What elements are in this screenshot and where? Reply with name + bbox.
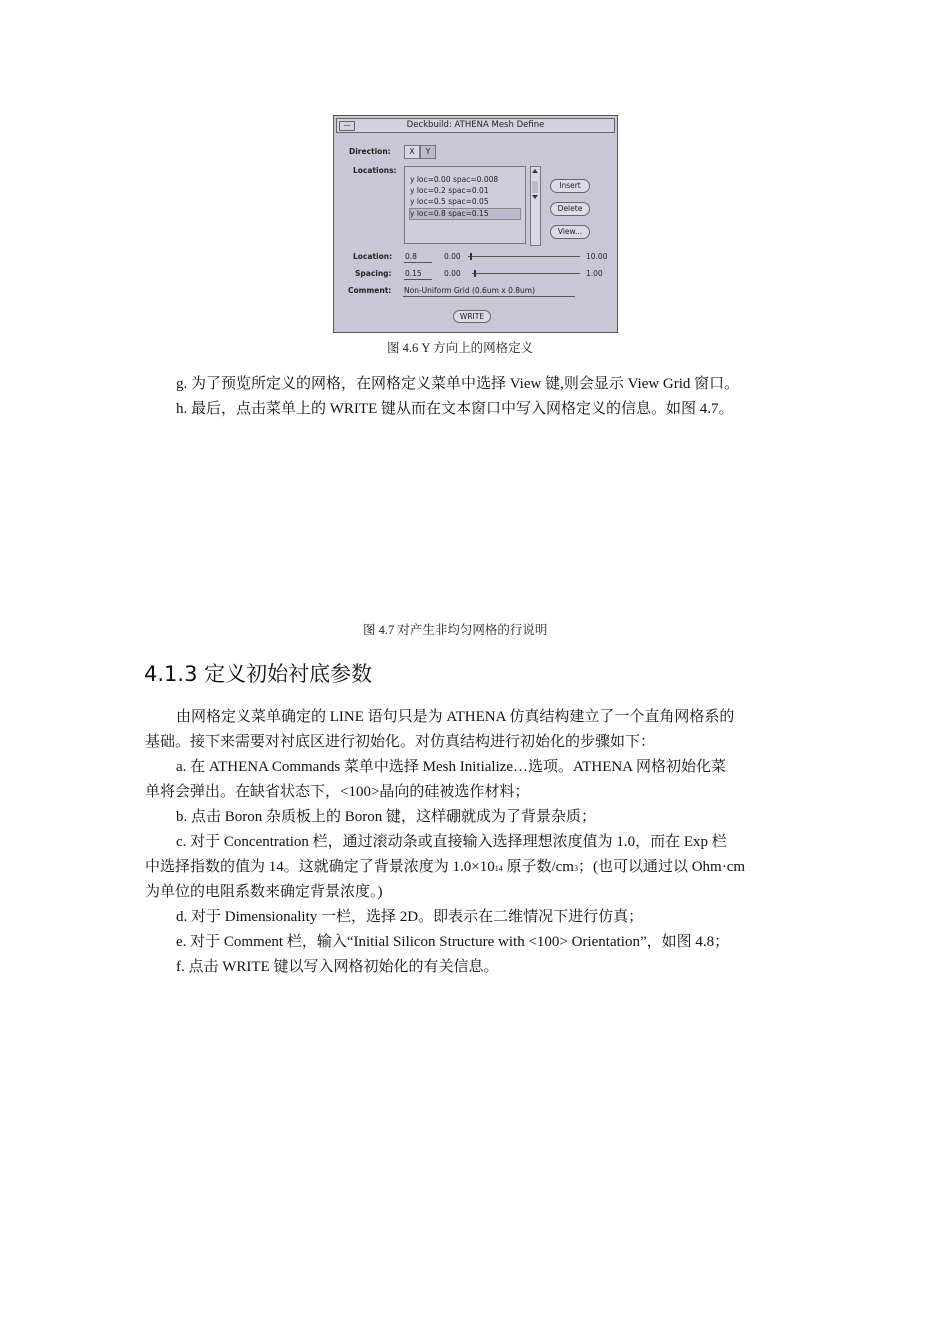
intro-line-2: 基础。接下来需要对衬底区进行初始化。对仿真结构进行初始化的步骤如下： — [145, 734, 656, 750]
figure-4-7-caption: 图 4.7 对产生非均匀网格的行说明 — [363, 623, 548, 637]
dialog-title: Deckbuild: ATHENA Mesh Define — [406, 120, 545, 130]
section-heading: 4.1.3 定义初始衬底参数 — [144, 662, 373, 686]
exponent-14: 14 — [494, 864, 503, 873]
spacing-slider[interactable] — [472, 273, 580, 274]
step-c-line-1: c. 对于 Concentration 栏，通过滚动条或直接输入选择理想浓度值为 1.0，而在 Exp 栏 — [176, 834, 727, 850]
step-c-line-3: 为单位的电阻系数来确定背景浓度。) — [145, 884, 383, 900]
step-f: f. 点击 WRITE 键以写入网格初始化的有关信息。 — [176, 959, 499, 975]
location-value[interactable]: 0.8 — [405, 252, 417, 261]
list-item[interactable]: y loc=0.2 spac=0.01 — [410, 186, 489, 195]
view-button[interactable]: View... — [550, 225, 590, 239]
spacing-slider-knob[interactable] — [474, 270, 476, 277]
list-item-selected[interactable]: y loc=0.8 spac=0.15 — [409, 208, 521, 220]
comment-label: Comment: — [348, 286, 392, 295]
step-e: e. 对于 Comment 栏，输入“Initial Silicon Structure with <100> Orientation”，如图 4.8； — [176, 934, 730, 950]
dialog-titlebar — [336, 118, 615, 133]
figure-4-6-caption: 图 4.6 Y 方向上的网格定义 — [387, 341, 534, 355]
location-field-underline — [404, 262, 432, 263]
location-max: 10.00 — [586, 252, 608, 261]
spacing-value[interactable]: 0.15 — [405, 269, 422, 278]
spacing-min: 0.00 — [444, 269, 461, 278]
para-h: h. 最后，点击菜单上的 WRITE 键从而在文本窗口中写入网格定义的信息。如图 4.7。 — [176, 401, 734, 417]
list-scrollbar[interactable] — [530, 166, 541, 246]
spacing-label: Spacing: — [355, 269, 392, 278]
step-c-line-2 — [145, 855, 809, 881]
write-button[interactable]: WRITE — [453, 310, 491, 323]
spacing-field-underline — [404, 279, 432, 280]
scroll-up-arrow-icon[interactable] — [532, 169, 538, 173]
locations-list[interactable] — [404, 166, 526, 244]
step-c-text-c: 原子数/cm — [502, 859, 574, 875]
scroll-down-arrow-icon[interactable] — [532, 195, 538, 199]
location-label: Location: — [353, 252, 393, 261]
step-b: b. 点击 Boron 杂质板上的 Boron 键，这样硼就成为了背景杂质； — [176, 809, 597, 825]
comment-field-underline — [403, 296, 575, 297]
step-c-text-a: 中选择指数的值为 14。这就确定了背景浓度为 1.0×10 — [145, 859, 495, 875]
list-item[interactable]: y loc=0.00 spac=0.008 — [410, 175, 499, 184]
para-g: g. 为了预览所定义的网格，在网格定义菜单中选择 View 键,则会显示 View Grid 窗口。 — [176, 376, 740, 392]
location-slider-knob[interactable] — [470, 253, 472, 260]
scroll-thumb[interactable] — [532, 181, 538, 193]
exponent-3: 3 — [573, 864, 578, 873]
window-menu-button[interactable]: — — [339, 121, 355, 131]
direction-x-button[interactable]: X — [404, 145, 420, 159]
list-item[interactable]: y loc=0.5 spac=0.05 — [410, 197, 489, 206]
delete-button[interactable]: Delete — [550, 202, 590, 216]
step-c-text-e: ；(也可以通过以 Ohm·cm — [577, 859, 746, 875]
insert-button[interactable]: Insert — [550, 179, 590, 193]
location-min: 0.00 — [444, 252, 461, 261]
intro-line-1: 由网格定义菜单确定的 LINE 语句只是为 ATHENA 仿真结构建立了一个直角网格系的 — [176, 709, 735, 725]
direction-y-button[interactable]: Y — [420, 145, 436, 159]
mesh-define-dialog — [333, 115, 618, 333]
direction-label: Direction: — [349, 147, 391, 156]
spacing-max: 1.00 — [586, 269, 603, 278]
comment-value[interactable]: Non-Uniform Grid (0.6um x 0.8um) — [404, 286, 536, 295]
step-d: d. 对于 Dimensionality 一栏，选择 2D。即表示在二维情况下进行仿真； — [176, 909, 644, 925]
step-a-line-2: 单将会弹出。在缺省状态下，<100>晶向的硅被选作材料； — [145, 784, 530, 800]
locations-label: Locations: — [353, 166, 397, 175]
location-slider[interactable] — [468, 256, 580, 257]
step-a-line-1: a. 在 ATHENA Commands 菜单中选择 Mesh Initialize…选项。ATHENA 网格初始化菜 — [176, 759, 726, 775]
